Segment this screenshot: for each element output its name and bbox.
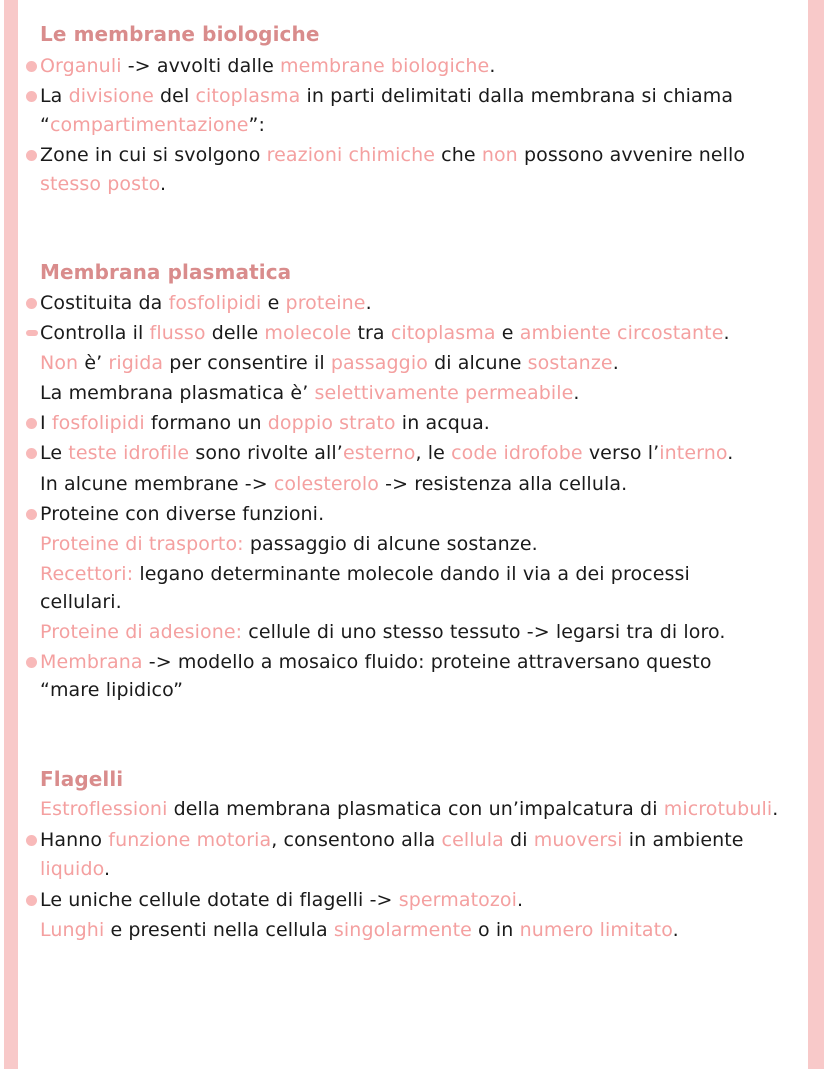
- highlighted-term: spermatozoi: [398, 889, 518, 911]
- note-text: “: [40, 114, 50, 136]
- note-text: di alcune: [427, 352, 528, 374]
- highlighted-term: muoversi: [533, 829, 623, 851]
- highlighted-term: flusso: [149, 322, 206, 344]
- note-text: -> modello a mosaico fluido: proteine attraversano questo: [142, 651, 712, 673]
- highlighted-term: molecole: [264, 322, 352, 344]
- note-line: [40, 411, 490, 435]
- note-text: .: [489, 55, 496, 77]
- highlighted-term: compartimentazione: [49, 114, 249, 136]
- note-line: [40, 857, 110, 881]
- bullet-dot: [26, 657, 37, 668]
- note-text: e: [495, 322, 520, 344]
- bullet-dot: [26, 509, 37, 520]
- note-text: che: [435, 144, 482, 166]
- note-text: Proteine con diverse funzioni.: [40, 503, 325, 525]
- note-line: [40, 54, 495, 78]
- note-text: in ambiente: [622, 829, 744, 851]
- highlighted-term: teste idrofile: [68, 442, 190, 464]
- note-line: [40, 113, 265, 137]
- highlighted-term: membrane biologiche: [280, 55, 490, 77]
- note-text: In alcune membrane ->: [40, 473, 274, 495]
- note-line: [40, 502, 324, 526]
- note-line: [40, 172, 166, 196]
- highlighted-term: passaggio: [330, 352, 428, 374]
- note-text: .: [517, 889, 524, 911]
- note-text: e presenti nella cellula: [104, 919, 334, 941]
- highlighted-term: Recettori:: [40, 563, 134, 585]
- highlighted-term: numero limitato: [519, 919, 673, 941]
- highlighted-term: citoplasma: [390, 322, 496, 344]
- note-text: “mare lipidico”: [40, 679, 184, 701]
- note-text: Controlla il: [40, 322, 150, 344]
- highlighted-term: Lunghi: [40, 919, 105, 941]
- note-line: [40, 620, 726, 644]
- note-text: cellulari.: [40, 591, 122, 613]
- note-text: .: [727, 442, 734, 464]
- highlighted-term: interno: [659, 442, 728, 464]
- highlighted-term: selettivamente permeabile: [314, 382, 574, 404]
- right-page-border: [808, 0, 824, 1069]
- highlighted-term: divisione: [68, 85, 154, 107]
- note-text: .: [573, 382, 580, 404]
- highlighted-term: reazioni chimiche: [266, 144, 436, 166]
- highlighted-term: esterno: [342, 442, 416, 464]
- highlighted-term: funzione motoria: [108, 829, 272, 851]
- note-line: [40, 143, 745, 167]
- note-line: [40, 590, 122, 614]
- note-line: [40, 678, 183, 702]
- left-page-border: [4, 0, 18, 1069]
- note-line: [40, 84, 733, 108]
- note-text: legano determinante molecole dando il via a dei processi: [133, 563, 690, 585]
- note-text: , consentono alla: [271, 829, 442, 851]
- note-text: cellule di uno stesso tessuto -> legarsi tra di loro.: [242, 621, 726, 643]
- note-line: [40, 888, 523, 912]
- note-text: possono avvenire nello: [517, 144, 746, 166]
- highlighted-term: non: [481, 144, 518, 166]
- bullet-dot: [26, 448, 37, 459]
- note-text: tra: [351, 322, 391, 344]
- note-text: La: [40, 85, 69, 107]
- note-line: [40, 472, 627, 496]
- note-line: [40, 351, 619, 375]
- note-text: in acqua.: [395, 412, 490, 434]
- note-text: .: [772, 798, 779, 820]
- highlighted-term: doppio strato: [267, 412, 396, 434]
- highlighted-term: Organuli: [40, 55, 122, 77]
- note-text: -> avvolti dalle: [121, 55, 281, 77]
- note-line: [40, 321, 730, 345]
- bullet-dot: [26, 418, 37, 429]
- note-text: .: [672, 919, 679, 941]
- bullet-dot: [26, 835, 37, 846]
- highlighted-term: stesso posto: [40, 173, 161, 195]
- bullet-dot: [26, 895, 37, 906]
- note-line: [40, 918, 679, 942]
- note-text: .: [723, 322, 730, 344]
- note-text: delle: [205, 322, 265, 344]
- note-text: .: [365, 292, 372, 314]
- note-text: formano un: [144, 412, 268, 434]
- note-text: La membrana plasmatica è’: [40, 382, 315, 404]
- bullet-dot: [26, 150, 37, 161]
- note-text: in parti delimitati dalla membrana si chiama: [300, 85, 734, 107]
- note-line: [40, 532, 538, 556]
- note-text: sono rivolte all’: [189, 442, 343, 464]
- highlighted-term: cellula: [441, 829, 504, 851]
- note-line: [40, 828, 744, 852]
- note-line: [40, 381, 580, 405]
- bullet-dot: [26, 91, 37, 102]
- bullet-dot: [26, 298, 37, 309]
- note-text: della membrana plasmatica con un’impalcatura di: [167, 798, 664, 820]
- highlighted-term: ambiente circostante: [519, 322, 724, 344]
- highlighted-term: Proteine di trasporto:: [40, 533, 244, 555]
- note-line: [40, 562, 690, 586]
- bullet-dot: [26, 61, 37, 72]
- note-text: Le uniche cellule dotate di flagelli ->: [40, 889, 399, 911]
- highlighted-term: microtubuli: [663, 798, 773, 820]
- note-line: [40, 441, 733, 465]
- highlighted-term: singolarmente: [333, 919, 472, 941]
- bullet-dash: [26, 330, 38, 336]
- note-text: Le: [40, 442, 69, 464]
- note-text: del: [153, 85, 196, 107]
- highlighted-term: proteine: [285, 292, 366, 314]
- heading-membrana-plasmatica: Membrana plasmatica: [40, 260, 292, 284]
- highlighted-term: fosfolipidi: [168, 292, 262, 314]
- note-text: passaggio di alcune sostanze.: [243, 533, 538, 555]
- note-text: o in: [471, 919, 520, 941]
- highlighted-term: code idrofobe: [451, 442, 583, 464]
- note-text: Costituita da: [40, 292, 169, 314]
- note-text: è’: [78, 352, 109, 374]
- highlighted-term: Estroflessioni: [40, 798, 168, 820]
- note-text: I: [40, 412, 52, 434]
- note-text: di: [503, 829, 534, 851]
- note-line: [40, 797, 778, 821]
- highlighted-term: colesterolo: [273, 473, 379, 495]
- heading-flagelli: Flagelli: [40, 767, 124, 791]
- highlighted-term: citoplasma: [195, 85, 301, 107]
- note-line: [40, 650, 712, 674]
- heading-membrane-biologiche: Le membrane biologiche: [40, 22, 320, 46]
- note-text: verso l’: [582, 442, 660, 464]
- note-text: .: [104, 858, 111, 880]
- highlighted-term: Membrana: [40, 651, 143, 673]
- highlighted-term: sostanze: [527, 352, 613, 374]
- note-text: Zone in cui si svolgono: [40, 144, 267, 166]
- note-line: [40, 291, 372, 315]
- note-text: , le: [415, 442, 452, 464]
- highlighted-term: fosfolipidi: [51, 412, 145, 434]
- highlighted-term: rigida: [108, 352, 164, 374]
- note-text: .: [160, 173, 167, 195]
- note-text: ”:: [248, 114, 265, 136]
- note-text: .: [612, 352, 619, 374]
- highlighted-term: Non: [40, 352, 79, 374]
- note-text: e: [261, 292, 286, 314]
- note-text: Hanno: [40, 829, 109, 851]
- note-text: -> resistenza alla cellula.: [378, 473, 628, 495]
- highlighted-term: liquido: [40, 858, 104, 880]
- note-text: per consentire il: [163, 352, 331, 374]
- highlighted-term: Proteine di adesione:: [40, 621, 243, 643]
